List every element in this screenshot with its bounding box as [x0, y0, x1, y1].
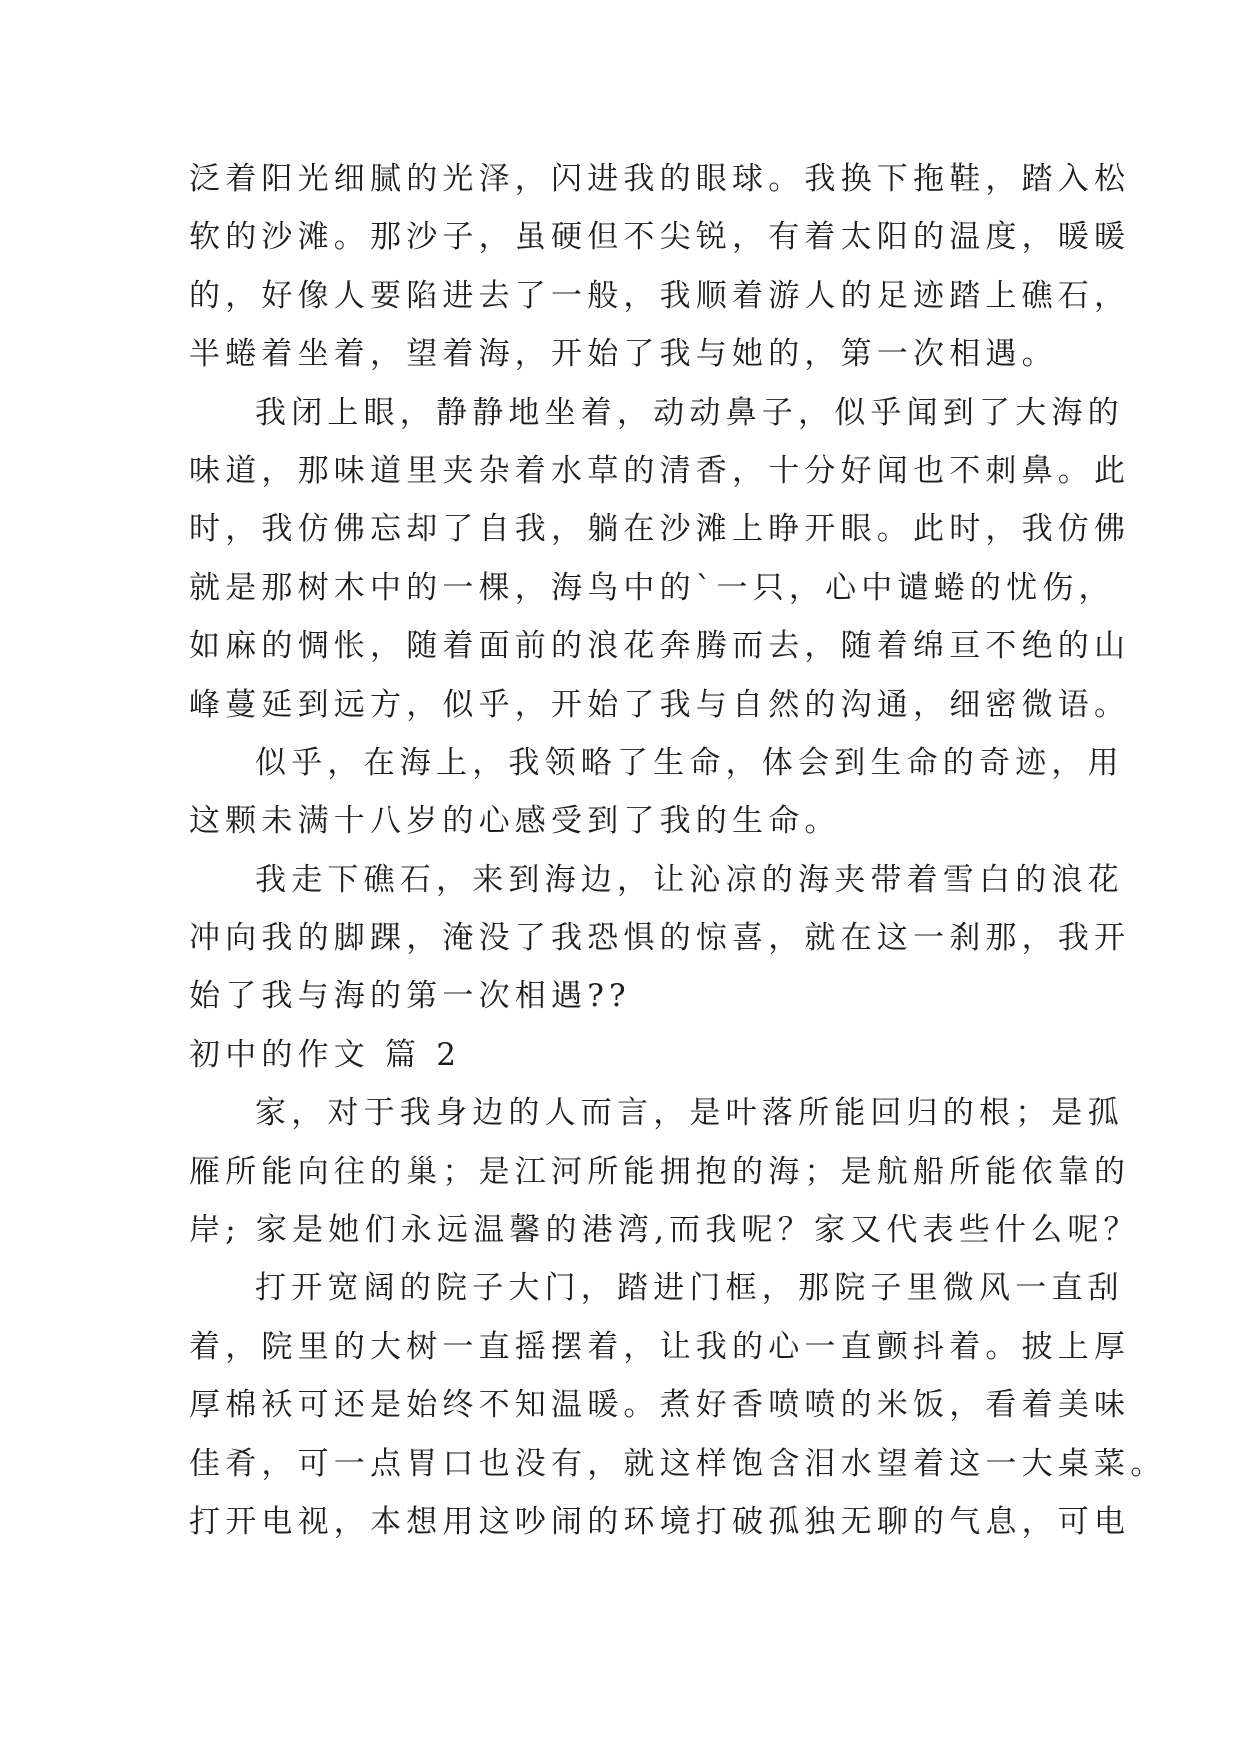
text-line: 的，好像人要陷进去了一般，我顺着游人的足迹踏上礁石， [189, 277, 1131, 314]
text-line: 软的沙滩。那沙子，虽硬但不尖锐，有着太阳的温度，暖暖 [189, 219, 1131, 256]
text-line: 厚棉袄可还是始终不知温暖。煮好香喷喷的米饭，看着美味 [189, 1387, 1131, 1424]
text-line: 如麻的惆怅，随着面前的浪花奔腾而去，随着绵亘不绝的山 [189, 628, 1131, 665]
paragraph-first-line: 我走下礁石，来到海边，让沁凉的海夹带着雪白的浪花 [255, 861, 1124, 898]
text-line: 冲向我的脚踝，淹没了我恐惧的惊喜，就在这一刹那，我开 [189, 920, 1131, 957]
section-heading: 初中的作文 篇 2 [189, 1036, 462, 1073]
text-line: 味道，那味道里夹杂着水草的清香，十分好闻也不刺鼻。此 [189, 452, 1131, 489]
essay-body [189, 150, 1167, 1551]
text-line: 半蜷着坐着，望着海，开始了我与她的，第一次相遇。 [189, 336, 1058, 373]
text-line: 时，我仿佛忘却了自我，躺在沙滩上睁开眼。此时，我仿佛 [189, 511, 1131, 548]
text-line: 着，院里的大树一直摇摆着，让我的心一直颤抖着。披上厚 [189, 1328, 1131, 1365]
paragraph-first-line: 家，对于我身边的人而言，是叶落所能回归的根；是孤 [255, 1095, 1124, 1132]
text-line: 打开电视，本想用这吵闹的环境打破孤独无聊的气息，可电 [189, 1503, 1131, 1540]
paragraph-first-line: 打开宽阔的院子大门，踏进门框，那院子里微风一直刮 [255, 1270, 1124, 1307]
paragraph-first-line: 我闭上眼，静静地坐着，动动鼻子，似乎闻到了大海的 [255, 394, 1124, 431]
text-line: 雁所能向往的巢；是江河所能拥抱的海；是航船所能依靠的 [189, 1153, 1131, 1190]
text-line: 岸; 家是她们永远温馨的港湾,而我呢？家又代表些什么呢？ [189, 1212, 1140, 1249]
text-line: 峰蔓延到远方，似乎，开始了我与自然的沟通，细密微语。 [189, 686, 1131, 723]
text-line: 始了我与海的第一次相遇?? [189, 978, 631, 1015]
text-line: 这颗未满十八岁的心感受到了我的生命。 [189, 803, 841, 840]
text-line: 佳肴，可一点胃口也没有，就这样饱含泪水望着这一大桌菜。 [189, 1445, 1167, 1482]
paragraph-first-line: 似乎，在海上，我领略了生命，体会到生命的奇迹，用 [255, 744, 1124, 781]
text-line: 泛着阳光细腻的光泽，闪进我的眼球。我换下拖鞋，踏入松 [189, 161, 1131, 197]
text-line: 就是那树木中的一棵，海鸟中的`一只，心中谴蜷的忧伤， [189, 569, 1115, 606]
